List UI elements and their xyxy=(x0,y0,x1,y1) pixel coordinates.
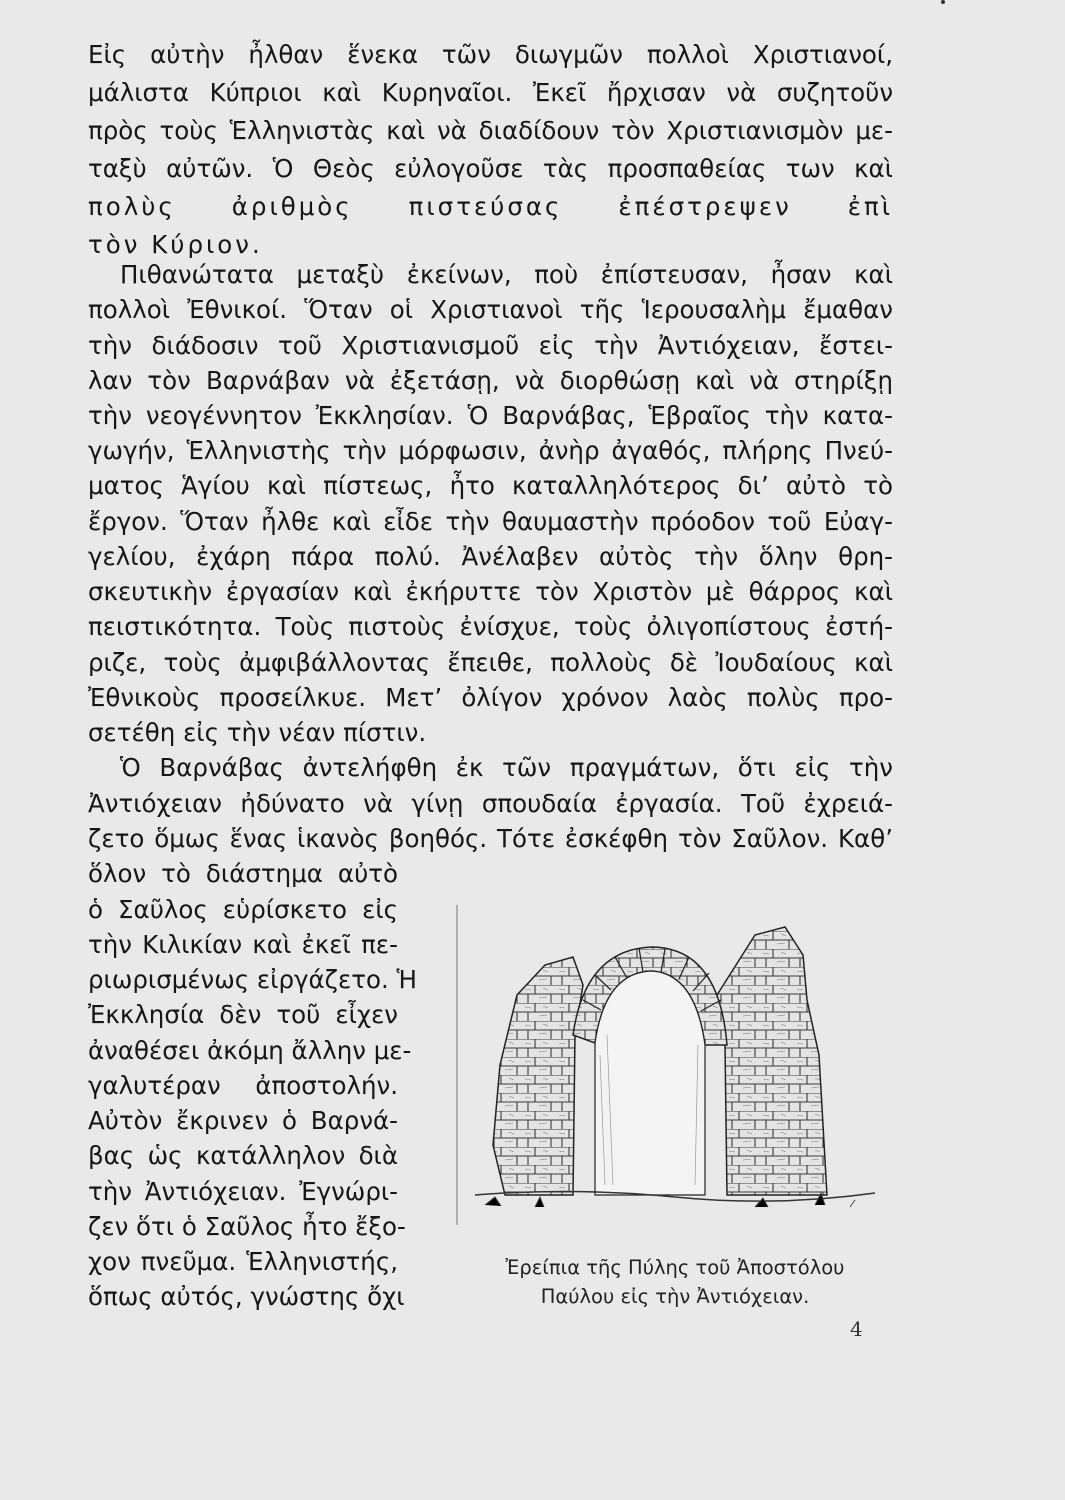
text-line: Ἀντιόχειαν ἠδύνατο νὰ γίνῃ σπουδαία ἐργασία. Τοῦ ἐχρειά- xyxy=(88,789,893,818)
text-line: ὅπως αὐτός, γνώστης ὄχι xyxy=(88,1282,405,1311)
text-line: τὴν διάδοσιν τοῦ Χριστιανισμοῦ εἰς τὴν Ἀντιόχειαν, ἔστει- xyxy=(88,331,893,360)
figure-caption-line: Παύλου εἰς τὴν Ἀντιόχειαν. xyxy=(540,1285,810,1308)
text-line: γελίου, ἐχάρη πάρα πολύ. Ἀνέλαβεν αὐτὸς τὴν ὅλην θρη- xyxy=(88,542,893,571)
text-line: ἔργον. Ὅταν ἦλθε καὶ εἶδε τὴν θαυμαστὴν πρόοδον τοῦ Εὐαγ- xyxy=(88,507,893,536)
page-number: 4 xyxy=(850,1317,863,1341)
text-line: τὴν Ἀντιόχειαν. Ἐγνώρι- xyxy=(88,1177,398,1206)
ruined-arch-illustration-icon xyxy=(455,895,895,1240)
text-line: χον πνεῦμα. Ἑλληνιστής, xyxy=(88,1247,398,1276)
text-line: τὴν νεογέννητον Ἐκκλησίαν. Ὁ Βαρνάβας, Ἑβραῖος τὴν κατα- xyxy=(88,401,893,430)
text-line: τὴν Κιλικίαν καὶ ἐκεῖ πε- xyxy=(88,930,398,959)
text-line: Εἰς αὐτὴν ἦλθαν ἕνεκα τῶν διωγμῶν πολλοὶ Χριστιανοί, xyxy=(88,40,893,69)
text-line: ζεν ὅτι ὁ Σαῦλος ἦτο ἔξο- xyxy=(88,1212,406,1241)
text-line: ριωρισμένως εἰργάζετο. Ἡ xyxy=(88,965,418,994)
text-line: πρὸς τοὺς Ἑλληνιστὰς καὶ νὰ διαδίδουν τὸν Χριστιανισμὸν με- xyxy=(88,116,893,145)
text-line: λαν τὸν Βαρνάβαν νὰ ἐξετάσῃ, νὰ διορθώσῃ καὶ νὰ στηρίξῃ xyxy=(88,366,893,395)
text-line: ἀναθέσει ἀκόμη ἄλλην με- xyxy=(88,1036,412,1065)
text-line: σετέθη εἰς τὴν νέαν πίστιν. xyxy=(88,718,427,747)
text-line: ριζε, τοὺς ἀμφιβάλλοντας ἔπειθε, πολλοὺς δὲ Ἰουδαίους καὶ xyxy=(88,648,893,677)
text-line: γαλυτέραν ἀποστολήν. xyxy=(88,1071,398,1100)
text-line: πειστικότητα. Τοὺς πιστοὺς ἐνίσχυε, τοὺς ὀλιγοπίστους ἐστή- xyxy=(88,612,893,641)
text-line: Ἐθνικοὺς προσείλκυε. Μετ’ ὀλίγον χρόνον λαὸς πολὺς προ- xyxy=(88,683,893,712)
text-line: Πιθανώτατα μεταξὺ ἐκείνων, ποὺ ἐπίστευσαν, ἦσαν καὶ xyxy=(120,260,893,289)
text-line: πολὺς ἀριθμὸς πιστεύσας ἐπέστρεψεν ἐπὶ xyxy=(88,192,893,221)
text-line: Ὁ Βαρνάβας ἀντελήφθη ἐκ τῶν πραγμάτων, ὅτι εἰς τὴν xyxy=(120,753,893,782)
ruined-arch-figure xyxy=(455,895,895,1240)
text-line: Ἐκκλησία δὲν τοῦ εἶχεν xyxy=(88,1000,398,1029)
text-line: τὸν Κύριον. xyxy=(88,230,263,259)
figure-caption-line: Ἐρείπια τῆς Πύλης τοῦ Ἀποστόλου xyxy=(505,1256,845,1279)
text-line: ὁ Σαῦλος εὑρίσκετο εἰς xyxy=(88,895,398,924)
text-line: Αὐτὸν ἔκρινεν ὁ Βαρνά- xyxy=(88,1106,398,1135)
text-line: βας ὡς κατάλληλον διὰ xyxy=(88,1141,398,1170)
text-line: σκευτικὴν ἐργασίαν καὶ ἐκήρυττε τὸν Χριστὸν μὲ θάρρος καὶ xyxy=(88,577,893,606)
text-line: ζετο ὅμως ἕνας ἱκανὸς βοηθός. Τότε ἐσκέφθη τὸν Σαῦλον. Καθ’ xyxy=(88,824,893,853)
text-line: ματος Ἁγίου καὶ πίστεως, ἦτο καταλληλότερος δι’ αὐτὸ τὸ xyxy=(88,471,893,500)
text-line: ταξὺ αὐτῶν. Ὁ Θεὸς εὐλογοῦσε τὰς προσπαθείας των καὶ xyxy=(88,154,893,183)
page-corner-mark xyxy=(941,0,945,4)
text-line: μάλιστα Κύπριοι καὶ Κυρηναῖοι. Ἐκεῖ ἤρχισαν νὰ συζητοῦν xyxy=(88,78,893,107)
text-line: πολλοὶ Ἐθνικοί. Ὅταν οἱ Χριστιανοὶ τῆς Ἱερουσαλὴμ ἔμαθαν xyxy=(88,295,893,324)
text-line: γωγήν, Ἑλληνιστὴς τὴν μόρφωσιν, ἀνὴρ ἀγαθός, πλήρης Πνεύ- xyxy=(88,436,893,465)
text-line: ὅλον τὸ διάστημα αὐτὸ xyxy=(88,859,398,888)
